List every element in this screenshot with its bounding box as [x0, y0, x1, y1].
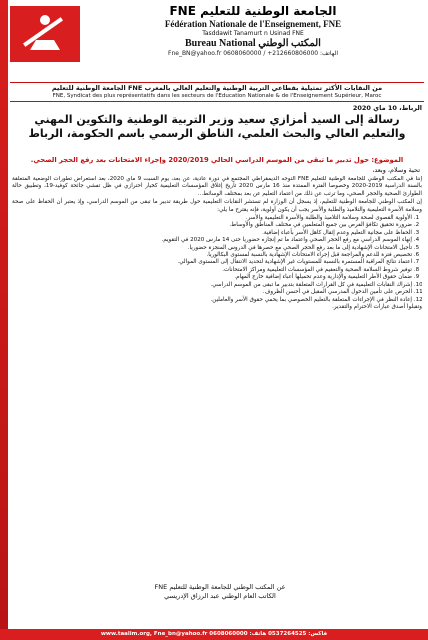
- signature-line-2: الكاتب العام الوطني عبد الرزاق الإدريسي: [164, 591, 276, 600]
- letter-subject: الموضوع: حول تدبير ما تبقى من الموسم الدراسي الحالي 2020/2019 وإجراء الامتحانات بعد رفع الحجر الصحي.: [30, 156, 404, 164]
- list-item: 12. إعادة النظر في الإجراءات المتعلقة بالتعليم الخصوصي بما يحمي حقوق الأسر والعاملين.: [12, 297, 412, 304]
- representative-line-ar: الجامعة الوطنية للتعليم FNE من النقابات الأكثر تمثيلية بقطاعي التربية الوطنية والتعليم العالي بالمغرب: [51, 84, 383, 92]
- list-item: 2. ضرورة تحقيق تكافؤ الفرص بين جميع المتعلمين في مختلف المناطق والأوساط.: [12, 222, 412, 229]
- federation-name-tamazight: Tasddawit Tanamurt n Usinad FNE: [202, 30, 304, 37]
- fne-logo-icon: [10, 6, 80, 62]
- list-item: 6. تخصيص فترة للدعم والمراجعة قبل إجراء الامتحانات الإشهادية بالنسبة لمستوى البكالوريا.: [12, 252, 412, 259]
- letter-title: [12, 113, 422, 141]
- signature-block: [120, 583, 320, 600]
- list-item: 8. توفير شروط السلامة الصحية والتعقيم في المؤسسات التعليمية ومراكز الامتحانات.: [12, 267, 412, 274]
- letterhead: [84, 4, 422, 58]
- federation-name-fr: Fédération Nationale de l'Enseignement, FNE: [164, 19, 342, 29]
- list-item: 4. إنهاء الموسم الدراسي مع رفع الحجر الصحي واعتماد ما تم إنجازه حضوريا حتى 14 مارس 2020 في التقويم.: [12, 237, 412, 244]
- closing: وتقبلوا أصدق عبارات الاحترام والتقدير.: [332, 303, 422, 310]
- list-item: 3. الحفاظ على مجانية التعليم وعدم إثقال كاهل الأسر بأعباء إضافية.: [12, 230, 412, 237]
- representative-line-fr: FNE, Syndicat des plus représentatifs dans les secteurs de l'Education Nationale & de l'Enseignement Supérieur, Maroc: [52, 93, 382, 99]
- list-item: 9. ضمان حقوق الأطر التعليمية والإدارية وعدم تحميلها أعباء إضافية خارج المهام.: [12, 274, 412, 281]
- bureau-national: Bureau National المكتب الوطني: [185, 38, 321, 49]
- header-divider-2: [10, 101, 424, 102]
- red-side-strip: [0, 0, 8, 640]
- list-item: 1. الأولوية القصوى لصحة وسلامة التلاميذ والطلبة والأسرة التعليمية والأسر.: [12, 215, 412, 222]
- fne-logo: [10, 6, 80, 62]
- list-item: 5. تأجيل الامتحانات الإشهادية إلى ما بعد رفع الحجر الصحي مع حصرها في الدروس المنجزة حضوريا.: [12, 245, 412, 252]
- letter-body: [12, 176, 422, 521]
- contact-line: Fne_BN@yahoo.fr الهاتف: 212660806000+ / 0608060000: [168, 50, 338, 57]
- intro-paragraph-2: إن المكتب الوطني للجامعة الوطنية للتعليم، إذ يسجل أن الوزارة لم تستشر النقابات التعليمية حول طريقة تدبير ما تبقى من الموسم الدراسي، وإذ يعتبر أن الحفاظ على صحة وسلامة الأسرة التعليمية والتلاميذ والطلبة والأسر يجب أن يكون أولوية، فإنه يقترح ما يلي:: [12, 199, 422, 213]
- signature-line-1: عن المكتب الوطني للجامعة الوطنية للتعليم FNE: [154, 583, 286, 591]
- letter-date: الرباط، 10 ماي 2020: [352, 104, 422, 112]
- header-divider: [10, 82, 424, 83]
- letter-title-line-1: رسالة إلى السيد أمزازي سعيد وزير التربية الوطنية والتكوين المهني: [34, 113, 400, 126]
- list-item: 11. الحرص على تأمين الدخول المدرسي المقبل في أحسن الظروف.: [12, 289, 412, 296]
- federation-name-ar: FNE الجامعة الوطنية للتعليم: [169, 4, 337, 18]
- proposals-list: [12, 215, 422, 304]
- greeting: تحية وسلام، وبعد،: [372, 166, 420, 174]
- footer-bar: www.taalim.org, Fne_bn@yahoo.fr فاكس: 0537264525 هاتف: 0608060000: [0, 629, 428, 640]
- letter-title-line-2: والتعليم العالي والبحث العلمي، الناطق الرسمي باسم الحكومة، الرباط: [28, 127, 406, 140]
- list-item: 7. اعتماد نتائج المراقبة المستمرة بالنسبة للمستويات غير الإشهادية لتحديد الانتقال إلى المستوى الموالي.: [12, 259, 412, 266]
- intro-paragraph: إننا في المكتب الوطني للجامعة الوطنية للتعليم FNE التوجه الديمقراطي المجتمع في دورة عادية، عن بعد، يوم السبت 9 ماي 2020، بعد استعراض تطورات الوضعية المتعلقة بالسنة الدراسية 2019-2020 وخصوصا الفترة الممتدة منذ 16 مارس 2020 تاريخ إغلاق المؤسسات التعليمية كخيار احترازي في ظل تفشي جائحة كوفيد-19، وتطبيق حالة الطوارئ الصحية والحجر الصحي، وما ترتب عن ذلك من اعتماد التعليم عن بعد بمختلف الوسائط...: [12, 176, 422, 197]
- list-item: 10. إشراك النقابات التعليمية في كل القرارات المتعلقة بتدبير ما تبقى من الموسم الدراسي.: [12, 282, 412, 289]
